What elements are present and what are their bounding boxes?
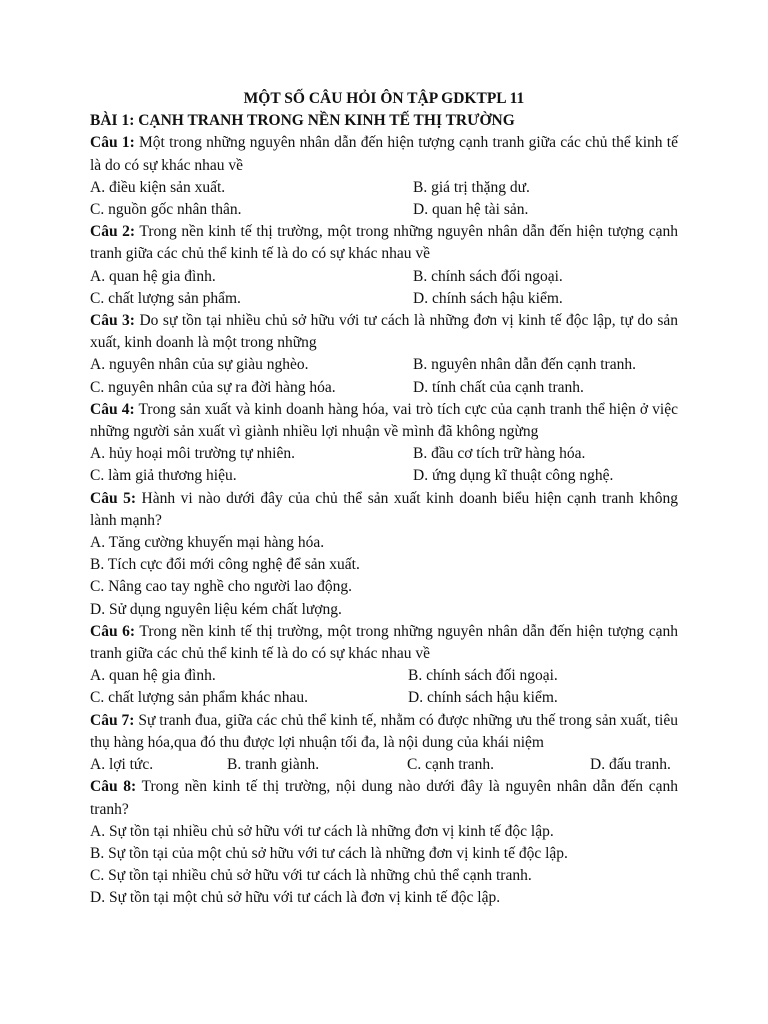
option-b: B. giá trị thặng dư. [413, 178, 530, 196]
option-c: C. chất lượng sản phẩm khác nhau. [90, 689, 309, 707]
option-a: A. hủy hoại môi trường tự nhiên. [90, 445, 295, 463]
question-2 [90, 221, 678, 265]
question-label: Câu 8: [90, 778, 137, 796]
question-text: Do sự tồn tại nhiều chủ sở hữu với tư cách là những đơn vị kinh tế độc lập, tự do sản xuất, kinh doanh là một trong những [90, 312, 678, 352]
option-a: A. lợi tức. [90, 756, 154, 774]
options-row [90, 443, 678, 465]
question-label: Câu 6: [90, 622, 136, 640]
question-label: Câu 4: [90, 400, 135, 418]
options-row [90, 266, 678, 288]
option-c: C. làm giả thương hiệu. [90, 467, 237, 485]
document-title: MỘT SỐ CÂU HỎI ÔN TẬP GDKTPL 11 [243, 90, 525, 107]
option-b: B. tranh giành. [227, 756, 320, 774]
question-6 [90, 621, 678, 665]
question-label: Câu 1: [90, 134, 135, 152]
question-4 [90, 399, 678, 443]
option-a: A. điều kiện sản xuất. [90, 178, 226, 196]
option-b: B. Sự tồn tại của một chủ sở hữu với tư cách là những đơn vị kinh tế độc lập. [90, 844, 568, 862]
options-row [90, 354, 678, 376]
option-d: D. chính sách hậu kiểm. [413, 289, 563, 307]
options-row [90, 687, 678, 709]
question-8 [90, 776, 678, 820]
question-text: Sự tranh đua, giữa các chủ thể kinh tế, nhằm có được những ưu thế trong sản xuất, tiêu thụ hàng hóa,qua đó thu được lợi nhuận tối đa, là nội dung của khái niệm [90, 711, 678, 751]
options-row [90, 377, 678, 399]
question-text: Hành vi nào dưới đây của chủ thể sản xuất kinh doanh biểu hiện cạnh tranh không lành mạnh? [90, 489, 678, 529]
option-d: D. đấu tranh. [590, 756, 671, 774]
question-text: Trong nền kinh tế thị trường, nội dung nào dưới đây là nguyên nhân dẫn đến cạnh tranh? [90, 778, 678, 818]
question-text: Một trong những nguyên nhân dẫn đến hiện tượng cạnh tranh giữa các chủ thể kinh tế là do có sự khác nhau về [90, 134, 678, 174]
options-row [90, 465, 678, 487]
option-d: D. quan hệ tài sản. [413, 201, 529, 219]
lesson-heading: BÀI 1: CẠNH TRANH TRONG NỀN KINH TẾ THỊ TRƯỜNG [90, 112, 515, 130]
question-7 [90, 710, 678, 754]
option-c: C. nguồn gốc nhân thân. [90, 201, 242, 219]
question-text: Trong sản xuất và kinh doanh hàng hóa, vai trò tích cực của cạnh tranh thể hiện ở việc những người sản xuất vì giành nhiều lợi nhuận về mình đã không ngừng [90, 400, 678, 441]
question-label: Câu 2: [90, 223, 136, 241]
option-c: C. Nâng cao tay nghề cho người lao động. [90, 578, 352, 596]
option-d: D. tính chất của cạnh tranh. [413, 378, 584, 396]
question-3 [90, 310, 678, 354]
options-row [90, 177, 678, 199]
question-1 [90, 132, 678, 176]
option-a: A. Sự tồn tại nhiều chủ sở hữu với tư cách là những đơn vị kinh tế độc lập. [90, 822, 554, 840]
option-d: D. ứng dụng kĩ thuật công nghệ. [413, 467, 614, 485]
option-c: C. nguyên nhân của sự ra đời hàng hóa. [90, 378, 336, 396]
question-label: Câu 7: [90, 711, 135, 729]
option-c: C. chất lượng sản phẩm. [90, 289, 241, 307]
option-d: D. Sự tồn tại một chủ sở hữu với tư cách là đơn vị kinh tế độc lập. [90, 889, 501, 907]
option-d: D. chính sách hậu kiểm. [408, 689, 558, 707]
option-b: B. Tích cực đổi mới công nghệ để sản xuất. [90, 556, 360, 574]
option-b: B. chính sách đối ngoại. [408, 667, 558, 685]
options-row [90, 288, 678, 310]
option-b: B. chính sách đối ngoại. [413, 267, 563, 285]
option-a: A. quan hệ gia đình. [90, 667, 216, 685]
options-row [90, 665, 678, 687]
question-label: Câu 5: [90, 489, 137, 507]
option-c: C. cạnh tranh. [407, 756, 494, 774]
option-a: A. Tăng cường khuyến mại hàng hóa. [90, 534, 325, 552]
option-c: C. Sự tồn tại nhiều chủ sở hữu với tư cách là những chủ thể cạnh tranh. [90, 867, 532, 885]
option-a: A. quan hệ gia đình. [90, 267, 216, 285]
option-d: D. Sử dụng nguyên liệu kém chất lượng. [90, 600, 342, 618]
question-text: Trong nền kinh tế thị trường, một trong những nguyên nhân dẫn đến hiện tượng cạnh tranh giữa các chủ thể kinh tế là do có sự khác nhau về [90, 622, 678, 663]
option-b: B. nguyên nhân dẫn đến cạnh tranh. [413, 356, 636, 374]
question-text: Trong nền kinh tế thị trường, một trong những nguyên nhân dẫn đến hiện tượng cạnh tranh giữa các chủ thể kinh tế là do có sự khác nhau về [90, 223, 678, 263]
option-a: A. nguyên nhân của sự giàu nghèo. [90, 356, 309, 374]
option-b: B. đầu cơ tích trữ hàng hóa. [413, 445, 586, 463]
question-5 [90, 488, 678, 532]
options-row [90, 199, 678, 221]
options-row [90, 754, 678, 776]
question-label: Câu 3: [90, 312, 135, 330]
